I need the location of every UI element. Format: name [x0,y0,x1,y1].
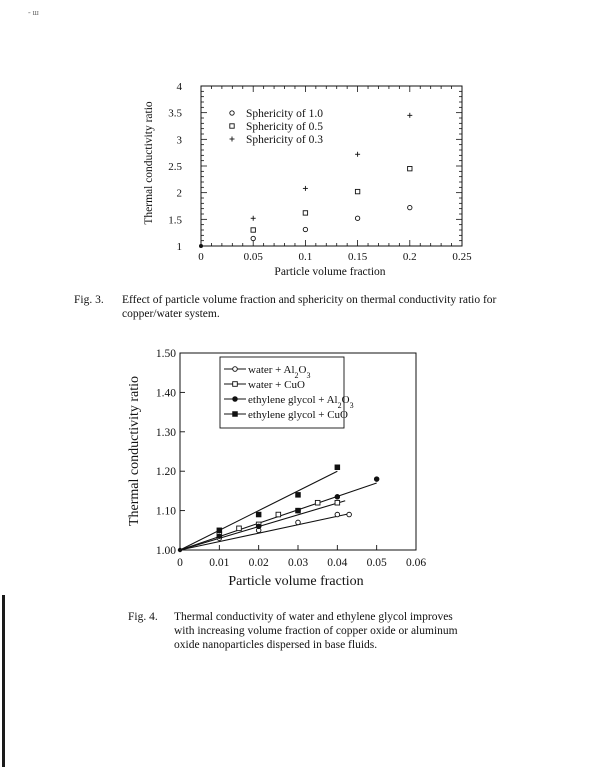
fig4-point-open-square [315,500,320,505]
fig3-axes-box [201,86,462,246]
fig3-x-tick-label: 0.05 [243,251,263,263]
fig3-y-tick-label: 4 [176,81,182,93]
fig4-y-tick-label: 1.30 [155,426,176,439]
figure-4-caption [128,610,458,656]
fig4-legend-marker [233,397,238,402]
fig3-legend-label: Sphericity of 0.3 [246,134,323,146]
fig3-point-square [408,166,412,170]
fig4-y-tick-label: 1.10 [155,505,176,518]
fig3-y-tick-label: 2 [176,187,182,200]
fig4-point-filled-square [217,528,222,533]
fig4-point-filled-circle [217,534,222,539]
fig4-y-tick-label: 1.50 [155,348,176,360]
fig3-point-square [251,228,255,232]
figure-3-chart [0,0,612,290]
fig3-point-circle [303,227,307,231]
fig3-y-tick-label: 2.5 [168,161,182,173]
fig4-point-filled-circle [335,495,340,500]
fig4-point-open-circle [347,512,352,517]
fig3-x-tick-label: 0 [198,251,204,263]
fig3-y-tick-label: 3 [176,134,182,147]
fig3-point-plus [251,216,256,221]
fig4-x-tick-label: 0.05 [366,557,387,569]
fig4-fit-lines [180,471,377,550]
fig4-legend-label: ethylene glycol + $Al_2O_3$ [248,394,354,410]
fig4-point-open-circle [335,512,340,517]
fig3-point-circle [408,205,412,209]
fig3-origin-point [199,244,203,248]
fig4-point-filled-circle [256,524,261,529]
fig3-y-tick-label: 1.5 [168,214,182,227]
fig3-point-square [355,189,359,193]
fig4-x-tick-label: 0.02 [248,557,269,569]
fig3-point-square [303,211,307,215]
fig4-x-tick-label: 0.01 [209,557,230,569]
fig4-y-tick-label: 1.20 [155,466,176,479]
fig4-point-filled-circle [296,508,301,513]
fig4-legend-marker [233,382,238,387]
scan-edge-mark [2,595,5,767]
fig4-legend-marker [233,367,238,372]
fig4-caption-text: Thermal conductivity of water and ethylene glycol improves with increasing volume fraction of copper oxide or aluminum oxide nanoparticles dispersed in base fluids. [174,611,458,651]
fig3-x-tick-label: 0.25 [452,251,472,263]
fig4-fit-line [180,514,349,550]
fig4-point-open-square [276,512,281,517]
fig3-caption-number: Fig. 3. [74,294,104,306]
scan-mark: - ш [28,8,39,17]
fig3-legend-label: Sphericity of 0.5 [246,121,323,133]
fig4-y-axis-label: Thermal conductivity ratio [127,375,142,527]
fig4-point-open-circle [296,520,301,525]
fig4-point-filled-square [335,465,340,470]
fig3-point-plus [407,113,412,118]
fig3-x-tick-label: 0.1 [298,251,313,263]
fig4-x-axis-label: Particle volume fraction [228,574,364,589]
fig4-y-tick-label: 1.40 [155,387,176,400]
fig3-legend [230,108,324,146]
fig3-y-tick-label: 3.5 [168,107,182,120]
fig4-point-open-square [237,526,242,531]
fig3-x-tick-label: 0.2 [402,251,417,263]
fig3-legend-marker [230,124,234,128]
fig4-legend-label: ethylene glycol + CuO [248,409,348,421]
fig4-legend-marker [233,412,238,417]
fig4-legend-label: water + $Al_2O_3$ [248,364,311,380]
figure-4-chart [0,335,612,605]
fig4-point-filled-square [256,512,261,517]
figure-3-caption [74,293,534,323]
fig3-caption-text: Effect of particle volume fraction and sphericity on thermal conductivity ratio for copper/water system. [122,294,497,320]
fig3-ticks [201,86,462,246]
fig3-point-plus [355,152,360,157]
fig3-legend-marker [230,137,235,142]
fig3-point-plus [303,186,308,191]
fig3-point-circle [355,216,359,220]
fig4-y-tick-label: 1.00 [155,545,176,557]
fig4-legend [220,357,354,428]
fig3-legend-label: Sphericity of 1.0 [246,108,323,120]
fig3-plot-frame [201,86,462,246]
fig4-x-tick-label: 0.06 [405,557,427,569]
fig4-caption-number: Fig. 4. [128,611,158,623]
fig3-y-tick-label: 1 [176,241,182,253]
fig4-x-tick-label: 0.04 [327,557,348,569]
fig4-legend-label: water + CuO [248,379,305,391]
fig4-x-tick-label: 0.03 [287,557,309,569]
fig4-origin-point [178,548,182,552]
fig3-y-axis-label: Thermal conductivity ratio [143,101,155,225]
fig3-x-tick-label: 0.15 [347,251,368,263]
fig4-point-filled-square [296,493,301,498]
fig4-data-points [178,465,379,552]
fig3-x-axis-label: Particle volume fraction [274,266,386,278]
fig4-x-tick-label: 0 [177,557,183,569]
fig4-point-open-square [335,500,340,505]
fig4-point-filled-circle [374,477,379,482]
fig3-legend-marker [230,111,234,115]
fig3-point-circle [251,236,255,240]
